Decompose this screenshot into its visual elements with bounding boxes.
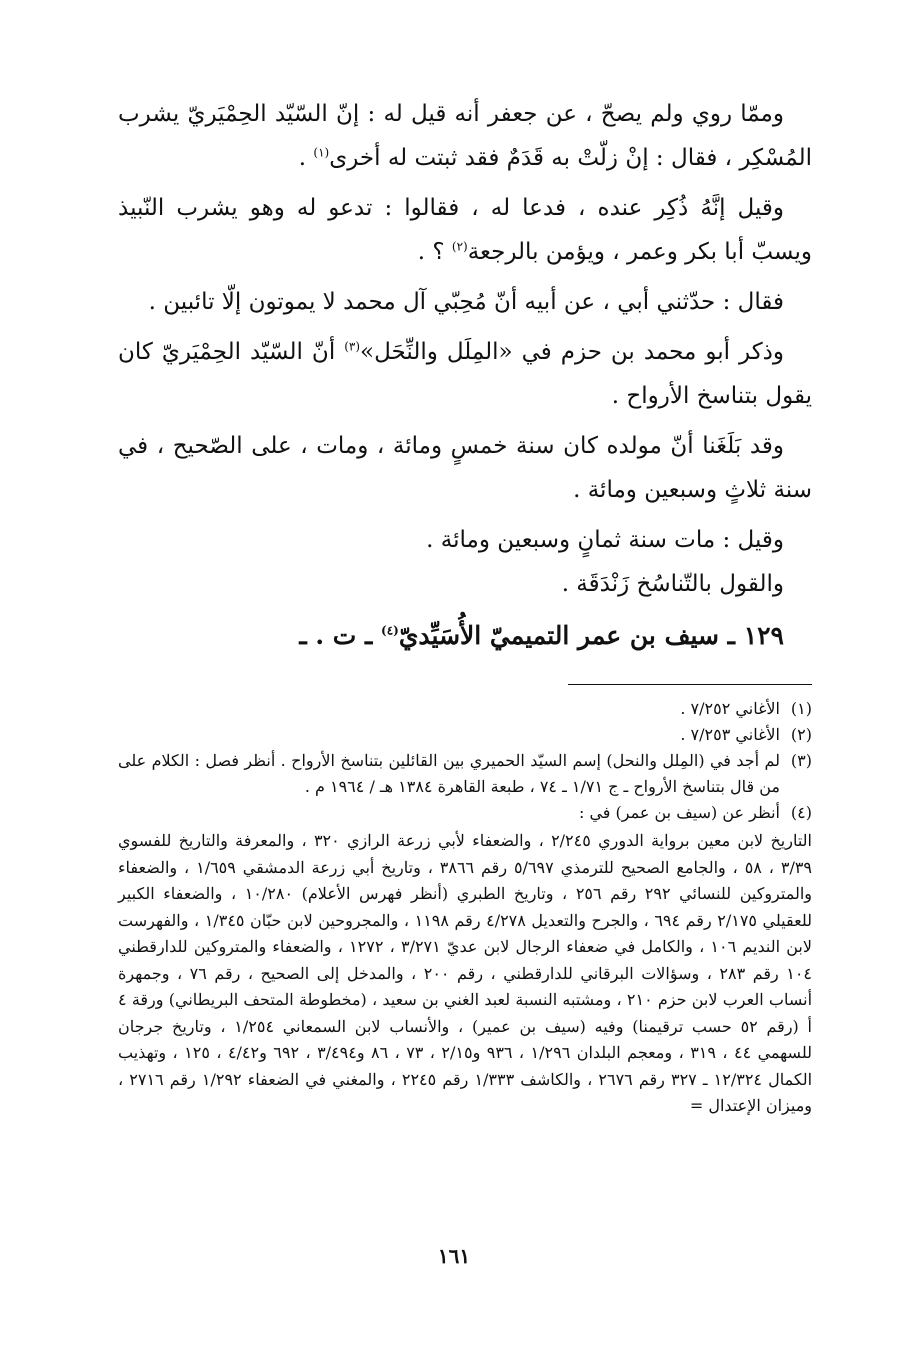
footnote-3 xyxy=(118,748,812,800)
paragraph-2-text: وقيل إنَّهُ ذُكِر عنده ، فدعا له ، فقالوا : تدعو له وهو يشرب النّبيذ ويسبّ أبا بكر وعمر ، ويؤمن بالرجعة xyxy=(118,195,812,265)
entry-heading xyxy=(118,614,812,658)
footnote-text: أنظر عن (سيف بن عمر) في : xyxy=(578,803,780,822)
paragraph-4 xyxy=(118,330,812,418)
footnote-number: (٣) xyxy=(790,751,812,770)
paragraph-5: وقد بَلَغَنا أنّ مولده كان سنة خمسٍ ومائة ، ومات ، على الصّحيح ، في سنة ثلاثٍ وسبعين ومائة . xyxy=(118,433,812,503)
page-number: ١٦١ xyxy=(437,1244,471,1268)
main-text xyxy=(118,92,812,658)
footnote-number: (٢) xyxy=(790,725,812,744)
footnote-text: لم أجد في (المِلل والنحل) إسم السيّد الحميري بين القائلين بتناسخ الأرواح . أنظر فصل : الكلام على من قال بتناسخ الأرواح ـ ج ١/٧١ ـ ٧٤ ، طبعة القاهرة ١٣٨٤ هـ / ١٩٦٤ م . xyxy=(118,751,780,796)
footnote-2 xyxy=(118,722,812,748)
paragraph-1 xyxy=(118,92,812,180)
footnote-number: (١) xyxy=(790,699,812,718)
paragraph-1-end: . xyxy=(298,145,314,171)
paragraph-2-end: ؟ . xyxy=(417,239,452,265)
footnotes xyxy=(118,696,812,1120)
footnote-text: الأغاني ٧/٢٥٢ . xyxy=(680,699,780,718)
paragraph-1-text: وممّا روي ولم يصحّ ، عن جعفر أنه قيل له : إنّ السّيّد الحِمْيَريّ يشرب المُسْكِر ، فقال : إنْ زلّتْ به قَدَمٌ فقد ثبتت له أخرى xyxy=(118,101,812,171)
footnote-mark-3: (٣) xyxy=(344,339,361,354)
paragraph-4-rest: أنّ السّيّد الحِمْيَريّ كان يقول بتناسخ الأرواح . xyxy=(118,339,812,409)
footnote-number: (٤) xyxy=(790,803,812,822)
footnote-1 xyxy=(118,696,812,722)
footnote-4-sources: التاريخ لابن معين برواية الدوري ٢/٢٤٥ ، والضعفاء لأبي زرعة الرازي ٣٢٠ ، والمعرفة والتاريخ للفسوي ٣/٣٩ ، ٥٨ ، والجامع الصحيح للترمذي ٥/٦٩٧ رقم ٣٨٦٦ ، وتاريخ أبي زرعة الدمشقي ١/٦٥٩ ، والضعفاء والمتروكين للنسائي ٢٩٢ رقم ٢٥٦ ، وتاريخ الطبري (أنظر فهرس الأعلام) ١٠/٢٨٠ ، والضعفاء الكبير للعقيلي ٢/١٧٥ رقم ٦٩٤ ، والجرح والتعديل ٤/٢٧٨ رقم ١١٩٨ ، والمجروحين لابن حبّان ١/٣٤٥ ، والفهرست لابن النديم ١٠٦ ، والكامل في ضعفاء الرجال لابن عديّ ٣/٢٧١ ، ١٢٧٢ ، والضعفاء والمتروكين للدارقطني ١٠٤ رقم ٢٨٣ ، وسؤالات البرقاني للدارقطني ، رقم ٢٠٠ ، والمدخل إلى الصحيح ، رقم ٧٦ ، وجمهرة أنساب العرب لابن حزم ٢١٠ ، ومشتبه النسبة لعبد الغني بن سعيد ، (مخطوطة المتحف البريطاني) ورقة ٤ أ (رقم ٥٢ حسب ترقيمنا) وفيه (سيف بن عمير) ، والأنساب لابن السمعاني ١/٢٥٤ ، وتاريخ جرجان للسهمي ٤٤ ، ٣١٩ ، ومعجم البلدان ١/٢٩٦ ، ٩٣٦ و٢/١٥ ، ٧٣ ، ٨٦ و٣/٤٩٤ ، ٦٩٢ و٤/٤٢ ، ١٢٥ ، وتهذيب الكمال ١٢/٣٢٤ ـ ٣٢٧ رقم ٢٦٧٦ ، والكاشف ١/٣٣٣ رقم ٢٢٤٥ ، والمغني في الضعفاء ١/٢٩٢ رقم ٢٧١٦ ، وميزان الإعتدال = xyxy=(118,831,813,1115)
paragraph-3: فقال : حدّثني أبي ، عن أبيه أنّ مُحِبّي آل محمد لا يموتون إلّا تائبين . xyxy=(148,289,784,315)
footnote-mark-1: (١) xyxy=(313,145,330,160)
paragraph-4-text: وذكر أبو محمد بن حزم في «المِلَل والنِّحَل» xyxy=(360,339,785,365)
footnote-separator xyxy=(568,684,812,685)
paragraph-6: وقيل : مات سنة ثمانٍ وسبعين ومائة . xyxy=(426,527,784,553)
footnote-mark-2: (٢) xyxy=(451,239,468,254)
footnote-mark-4: (٤) xyxy=(381,623,399,638)
paragraph-2 xyxy=(118,186,812,274)
entry-heading-text: ١٢٩ ـ سيف بن عمر التميميّ الأُسَيِّديّ xyxy=(398,621,784,650)
footnote-text: الأغاني ٧/٢٥٣ . xyxy=(680,725,780,744)
entry-heading-end: ـ ت . ـ xyxy=(299,621,382,650)
paragraph-7: والقول بالتّناسُخ زَنْدَقَة . xyxy=(561,571,784,597)
footnote-4 xyxy=(118,800,812,826)
